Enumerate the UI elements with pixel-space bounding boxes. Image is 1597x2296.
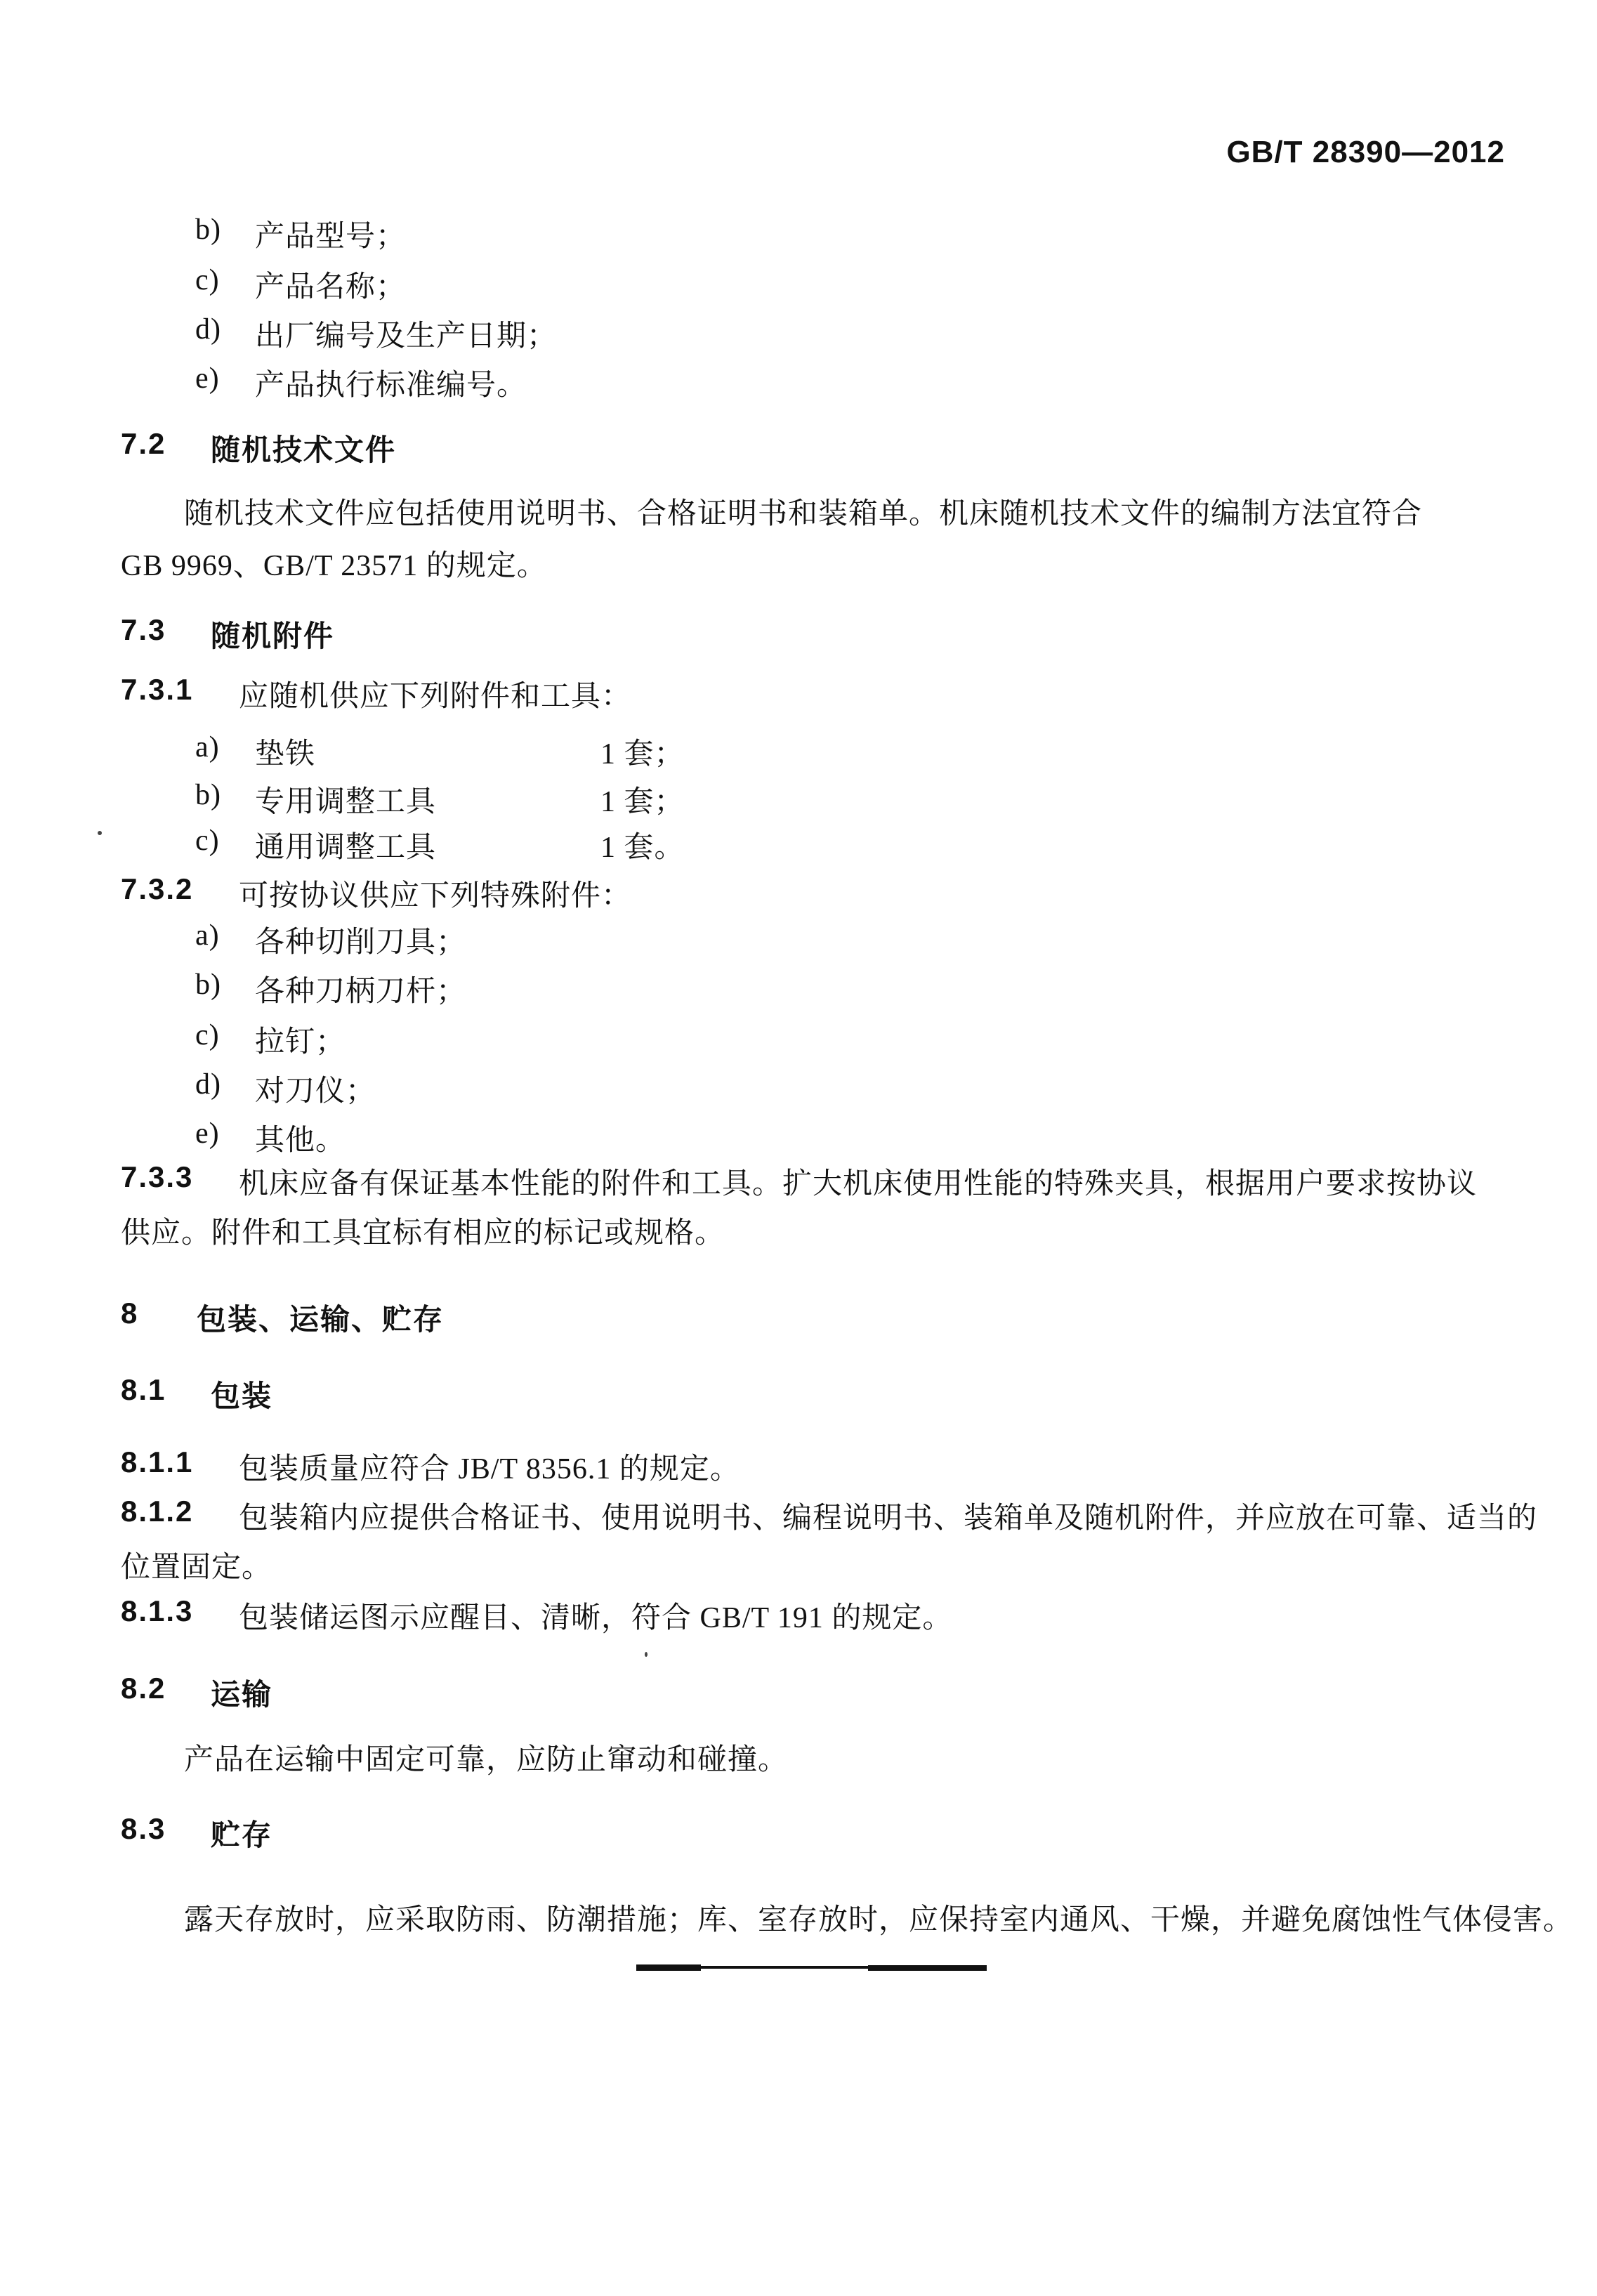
section-heading-8-1 <box>0 1373 1597 1412</box>
list-letter: e) <box>195 1117 220 1150</box>
list-letter: e) <box>195 362 220 395</box>
clause-7-3-3 <box>0 1160 1597 1200</box>
clause-title: 包装 <box>211 1379 273 1412</box>
quantity: 1 套。 <box>600 832 685 864</box>
list-text: 各种刀柄刀杆； <box>255 976 467 1008</box>
clause-title: 运输 <box>211 1678 273 1711</box>
list-letter: c) <box>195 825 220 857</box>
list-letter: a) <box>195 919 220 952</box>
section-heading-7-3 <box>0 613 1597 652</box>
rule-segment <box>636 1964 701 1971</box>
paragraph-line <box>0 542 1597 582</box>
quantity: 1 套； <box>600 738 685 770</box>
paragraph-line <box>0 1544 1597 1583</box>
list-item <box>0 1068 1597 1107</box>
clause-title: 随机附件 <box>211 619 335 652</box>
list-letter: c) <box>195 264 220 296</box>
paragraph-line <box>0 1896 1597 1936</box>
clause-number: 8.1 <box>121 1373 166 1406</box>
list-item <box>0 213 1597 252</box>
paragraph-line <box>0 490 1597 530</box>
list-text: 专用调整工具 <box>255 786 437 818</box>
list-text: 产品执行标准编号。 <box>255 369 527 402</box>
rule-segment <box>868 1965 987 1971</box>
list-letter: c) <box>195 1019 220 1051</box>
chapter-heading-8 <box>0 1297 1597 1336</box>
list-text: 其他。 <box>255 1124 346 1157</box>
list-item <box>0 1018 1597 1058</box>
paragraph-text: 随机技术文件应包括使用说明书、合格证明书和装箱单。机床随机技术文件的编制方法宜符合 <box>184 498 1423 530</box>
list-text: 产品名称； <box>255 271 407 303</box>
list-letter: b) <box>195 779 221 811</box>
clause-title: 随机技术文件 <box>211 433 397 466</box>
clause-text: 包装箱内应提供合格证书、使用说明书、编程说明书、装箱单及随机附件，并应放在可靠、适当的 <box>239 1502 1538 1535</box>
clause-8-1-1 <box>0 1445 1597 1485</box>
list-text: 各种切削刀具； <box>255 926 467 959</box>
paragraph-line <box>0 1209 1597 1249</box>
list-text: 出厂编号及生产日期； <box>255 320 558 353</box>
clause-number: 8.1.3 <box>121 1594 194 1627</box>
list-text: 垫铁 <box>255 738 316 770</box>
list-letter: b) <box>195 214 221 246</box>
list-letter: b) <box>195 969 221 1001</box>
clause-number: 7.3 <box>121 613 166 646</box>
clause-number: 8.1.1 <box>121 1445 194 1478</box>
paragraph-line <box>0 1736 1597 1776</box>
clause-text: 包装储运图示应醒目、清晰，符合 GB/T 191 的规定。 <box>239 1602 953 1634</box>
section-heading-8-2 <box>0 1672 1597 1711</box>
list-item <box>0 824 1597 863</box>
list-item <box>0 1117 1597 1156</box>
list-item <box>0 362 1597 401</box>
list-text: 对刀仪； <box>255 1075 376 1108</box>
clause-number: 8.1.2 <box>121 1495 194 1528</box>
section-heading-8-3 <box>0 1812 1597 1851</box>
quantity: 1 套； <box>600 786 685 818</box>
list-text: 拉钉； <box>255 1026 346 1058</box>
scan-speck <box>645 1652 648 1657</box>
clause-8-1-2 <box>0 1495 1597 1534</box>
clause-text: 可按协议供应下列特殊附件： <box>239 880 632 912</box>
list-item <box>0 778 1597 818</box>
clause-7-3-2 <box>0 872 1597 912</box>
clause-text: 应随机供应下列附件和工具： <box>239 681 632 713</box>
clause-text: 包装质量应符合 JB/T 8356.1 的规定。 <box>239 1453 740 1485</box>
clause-number: 7.3.3 <box>121 1160 194 1193</box>
list-letter: d) <box>195 1068 221 1101</box>
list-item <box>0 730 1597 770</box>
chapter-number: 8 <box>121 1297 139 1330</box>
paragraph-text: 露天存放时，应采取防雨、防潮措施；库、室存放时，应保持室内通风、干燥，并避免腐蚀性气体侵害。 <box>184 1904 1574 1936</box>
clause-number: 7.2 <box>121 427 166 460</box>
list-text: 产品型号； <box>255 221 407 253</box>
clause-text: 机床应备有保证基本性能的附件和工具。扩大机床使用性能的特殊夹具，根据用户要求按协议 <box>239 1168 1478 1200</box>
end-of-document-rule <box>636 1963 987 1972</box>
clause-number: 8.2 <box>121 1672 166 1705</box>
clause-number: 7.3.2 <box>121 872 194 905</box>
paragraph-text: GB 9969、GB/T 23571 的规定。 <box>121 550 547 582</box>
list-letter: a) <box>195 731 220 763</box>
paragraph-text: 供应。附件和工具宜标有相应的标记或规格。 <box>121 1217 725 1249</box>
clause-number: 7.3.1 <box>121 673 194 706</box>
list-item <box>0 313 1597 352</box>
paragraph-text: 位置固定。 <box>121 1552 272 1584</box>
section-heading-7-2 <box>0 427 1597 466</box>
scan-speck <box>98 831 102 835</box>
clause-8-1-3 <box>0 1594 1597 1634</box>
chapter-title: 包装、运输、贮存 <box>197 1303 445 1336</box>
standard-number: GB/T 28390—2012 <box>1226 135 1505 169</box>
list-item <box>0 919 1597 958</box>
clause-number: 8.3 <box>121 1812 166 1845</box>
list-item <box>0 263 1597 303</box>
paragraph-text: 产品在运输中固定可靠，应防止窜动和碰撞。 <box>184 1744 789 1776</box>
list-text: 通用调整工具 <box>255 832 437 864</box>
list-letter: d) <box>195 313 221 346</box>
list-item <box>0 968 1597 1007</box>
clause-title: 贮存 <box>211 1818 273 1851</box>
clause-7-3-1 <box>0 673 1597 712</box>
